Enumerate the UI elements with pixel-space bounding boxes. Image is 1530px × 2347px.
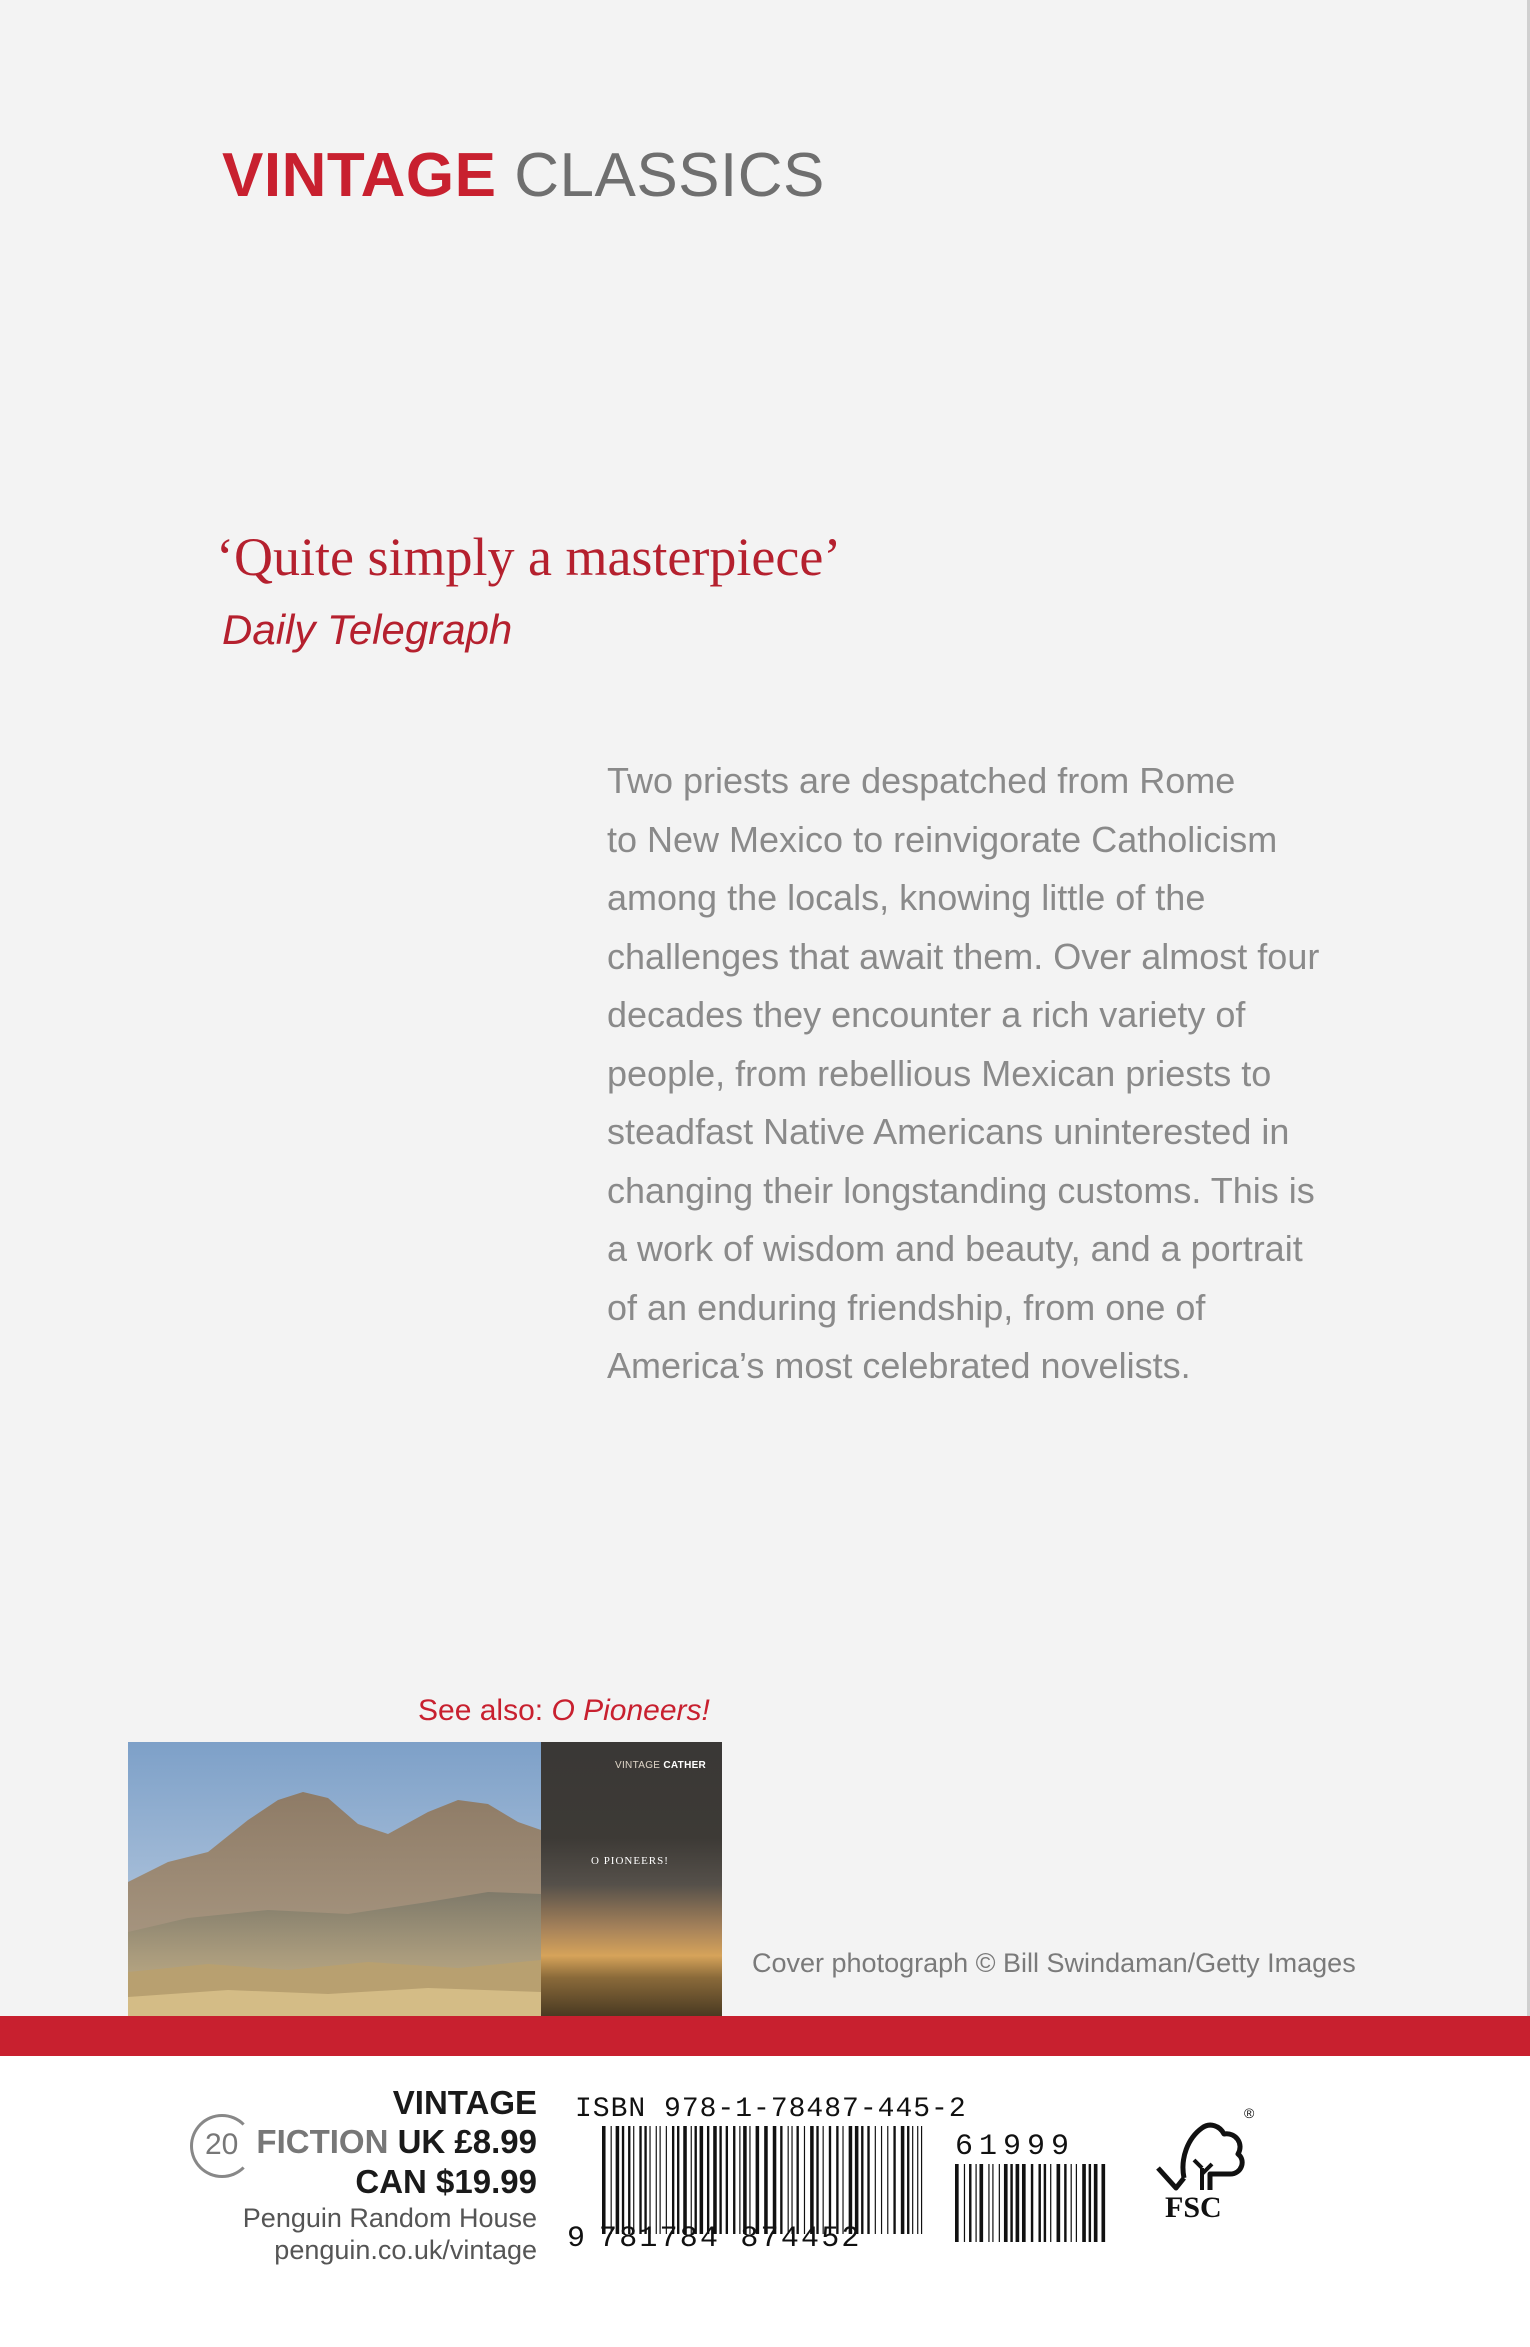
barcode-group-2: 874452 — [740, 2222, 862, 2256]
thumbnail-brand — [615, 1760, 706, 1771]
barcode-bar — [1082, 2164, 1086, 2242]
barcode-bar — [804, 2126, 805, 2234]
review-source: Daily Telegraph — [222, 606, 513, 653]
barcode-lead-digit: 9 — [567, 2222, 588, 2256]
barcode-bar — [796, 2126, 798, 2234]
barcode-bar — [816, 2126, 818, 2234]
isbn-label: ISBN 978-1-78487-445-2 — [575, 2094, 967, 2125]
fsc-registered-mark: ® — [1244, 2105, 1255, 2121]
barcode-bar — [955, 2164, 959, 2242]
addon-digits: 61999 — [955, 2130, 1076, 2164]
barcode-bar — [683, 2126, 687, 2234]
barcode-bar — [1016, 2164, 1020, 2242]
barcode-bar — [861, 2126, 863, 2234]
barcode-bar — [969, 2164, 971, 2242]
barcode-bar — [1064, 2164, 1066, 2242]
barcode-bar — [842, 2126, 843, 2234]
price-uk: UK £8.99 — [397, 2123, 537, 2160]
blurb-line: among the locals, knowing little of the — [607, 877, 1206, 918]
barcode-bar — [713, 2126, 717, 2234]
barcode-bar — [726, 2126, 728, 2234]
blurb-line: changing their longstanding customs. This is — [607, 1169, 1315, 1211]
barcode-bar — [867, 2126, 869, 2234]
barcode-bar — [791, 2126, 792, 2234]
barcode-bar — [733, 2126, 735, 2234]
barcode-bar — [756, 2126, 760, 2234]
review-quote: ‘Quite simply a masterpiece’ — [216, 527, 842, 587]
red-band — [0, 2016, 1530, 2056]
blurb-line: steadfast Native Americans uninterested in — [607, 1111, 1290, 1152]
barcode-bar — [616, 2126, 620, 2234]
barcode-bar — [988, 2164, 989, 2242]
barcode-bar — [964, 2164, 965, 2242]
publisher-url: penguin.co.uk/vintage — [274, 2235, 537, 2265]
barcode-bar — [743, 2126, 747, 2234]
imprint: VINTAGE — [392, 2084, 537, 2121]
barcode-bar — [975, 2164, 976, 2242]
barcode-bar — [773, 2126, 777, 2234]
barcode-bar — [1071, 2164, 1072, 2242]
price-can: CAN $19.99 — [355, 2163, 537, 2200]
barcode-bar — [691, 2126, 692, 2234]
barcode-bar — [979, 2164, 983, 2242]
barcode-bar — [881, 2126, 882, 2234]
barcode-bar — [649, 2126, 650, 2234]
barcode-bar — [836, 2126, 838, 2234]
thumbnail-brand-bold: CATHER — [663, 1760, 707, 1771]
category: FICTION — [256, 2123, 389, 2160]
barcode-bar — [719, 2126, 721, 2234]
series-line: CLASSICS — [514, 141, 825, 210]
blurb-line: of an enduring friendship, from one of — [607, 1286, 1206, 1328]
thumbnail-brand-light: VINTAGE — [615, 1760, 661, 1771]
barcode-bar — [1057, 2164, 1061, 2242]
barcode-bar — [764, 2126, 768, 2234]
barcode-bar — [917, 2126, 918, 2234]
barcode-bar — [749, 2126, 750, 2234]
barcode-bar — [829, 2126, 831, 2234]
barcode-bar — [907, 2126, 909, 2234]
o-pioneers-cover-thumbnail — [541, 1742, 722, 2016]
barcode-bar — [849, 2126, 853, 2234]
fsc-label: FSC — [1165, 2191, 1222, 2224]
blurb-line: a work of wisdom and beauty, and a portrait — [607, 1228, 1303, 1269]
barcode-bar — [1076, 2164, 1077, 2242]
barcode-bar — [622, 2126, 624, 2234]
barcode-bar — [739, 2126, 740, 2234]
barcode-bar — [855, 2126, 859, 2234]
series-logo — [222, 140, 825, 211]
barcode-bar — [823, 2126, 824, 2234]
barcode-bar — [1038, 2164, 1040, 2242]
barcode-bar — [1010, 2164, 1012, 2242]
thumbnail-title: O PIONEERS! — [591, 1855, 669, 1867]
barcode-bar — [901, 2126, 905, 2234]
see-also-label: See also: — [418, 1694, 544, 1727]
barcode-bar — [893, 2126, 895, 2234]
price-addon-barcode — [955, 2164, 1110, 2242]
see-also — [418, 1694, 710, 1728]
barcode-digits — [567, 2222, 862, 2256]
barcode-bar — [1004, 2164, 1008, 2242]
barcode-bar — [810, 2126, 814, 2234]
barcode-bar — [672, 2126, 674, 2234]
ean-barcode — [602, 2126, 924, 2234]
barcode-bar — [700, 2126, 704, 2234]
barcode-bar — [875, 2126, 876, 2234]
barcode-bar — [633, 2126, 634, 2234]
cover-photograph — [128, 1742, 541, 2016]
barcode-bar — [992, 2164, 993, 2242]
blurb-line: people, from rebellious Mexican priests to — [607, 1052, 1272, 1094]
barcode-bar — [666, 2126, 667, 2234]
barcode-bar — [788, 2126, 789, 2234]
barcode-bar — [677, 2126, 679, 2234]
barcode-bar — [707, 2126, 709, 2234]
publisher-name: Penguin Random House — [242, 2203, 537, 2233]
barcode-bar — [1031, 2164, 1033, 2242]
barcode-bar — [656, 2126, 657, 2234]
barcode-group-1: 781784 — [599, 2222, 721, 2256]
barcode-bar — [1089, 2164, 1091, 2242]
barcode-bar — [999, 2164, 1000, 2242]
barcode-bar — [639, 2126, 641, 2234]
barcode-bar — [611, 2126, 612, 2234]
barcode-bar — [1050, 2164, 1051, 2242]
barcode-bar — [628, 2126, 630, 2234]
blurb-line: decades they encounter a rich variety of — [607, 994, 1246, 1035]
barcode-bar — [780, 2126, 782, 2234]
barcode-bar — [660, 2126, 661, 2234]
barcode-bar — [602, 2126, 606, 2234]
barcode-bar — [695, 2126, 697, 2234]
barcode-bar — [1022, 2164, 1026, 2242]
blurb-text — [607, 752, 1407, 1396]
photo-credit: Cover photograph © Bill Swindaman/Getty Images — [752, 1948, 1356, 1978]
blurb-line: to New Mexico to reinvigorate Catholicism — [607, 818, 1278, 860]
barcode-bar — [1101, 2164, 1105, 2242]
barcode-bar — [921, 2126, 922, 2234]
see-also-title: O Pioneers! — [551, 1694, 710, 1727]
blurb-line: Two priests are despatched from Rome — [607, 760, 1236, 801]
barcode-bar — [1044, 2164, 1046, 2242]
blurb-line: America’s most celebrated novelists. — [607, 1345, 1191, 1386]
price-block — [243, 2084, 537, 2266]
anniversary-number: 20 — [205, 2128, 239, 2161]
barcode-bar — [912, 2126, 913, 2234]
barcode-bar — [887, 2126, 888, 2234]
barcode-bar — [644, 2126, 646, 2234]
category-price-line — [243, 2122, 537, 2162]
series-brand: VINTAGE — [222, 141, 497, 210]
barcode-bar — [1094, 2164, 1098, 2242]
blurb-line: challenges that await them. Over almost four — [607, 935, 1320, 977]
